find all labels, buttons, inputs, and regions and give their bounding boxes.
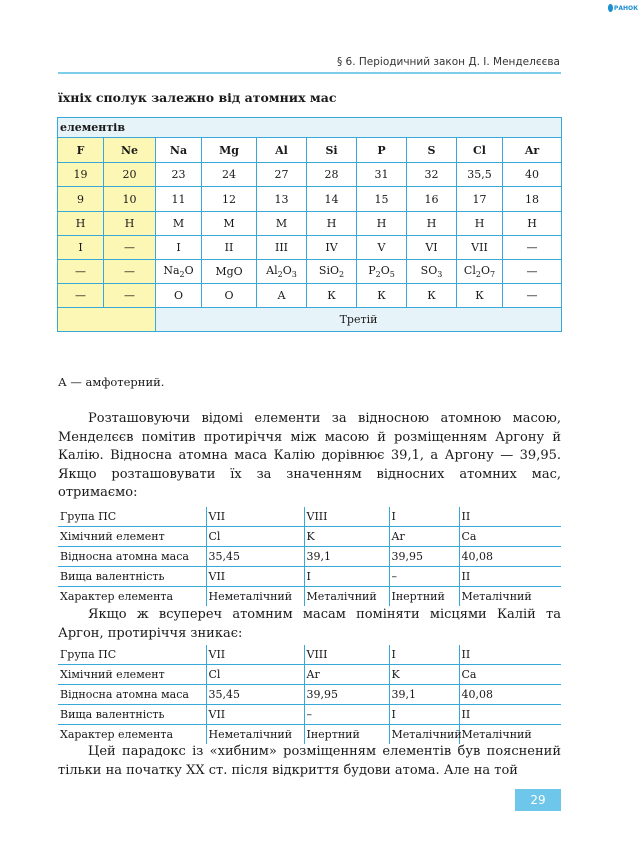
comparison-row [58,725,561,745]
metal-flags-cell: М [156,212,202,236]
comparison-cell: Cl [206,527,304,547]
paragraph-3: Цей парадокс із «хибним» розміщенням елементів був пояснений тільки на початку XX ст. після відкриття будови атома. Але на той [58,744,561,778]
oxide-types-cell: К [457,284,503,308]
masses-cell: 40 [503,163,562,187]
comparison-cell: II [461,570,471,583]
numbers-cell: 10 [104,187,156,212]
comparison-cell: Характер елемента [58,587,206,607]
comparison-row [58,665,561,685]
comparison-cell: II [461,708,471,721]
comparison-cell: Неметалічний [206,587,304,607]
oxide-part-a: O [380,263,390,277]
page-number: 29 [515,789,561,811]
comparison-row [58,547,561,567]
oxide-part-b: Cl [463,263,476,277]
numbers-cell: 14 [307,187,357,212]
oxide-types-cell: — [503,284,562,308]
oxide-part-s2: 5 [389,270,395,280]
comparison-cell: I [389,507,459,527]
comparison-row [58,645,561,665]
comparison-cell: 40,08 [461,550,493,563]
symbols-cell: Cl [457,138,503,163]
period-blank-cell [58,308,156,332]
symbols-cell: Al [257,138,307,163]
masses-cell: 24 [202,163,257,187]
oxide-types-cell: О [156,284,202,308]
oxide-part-a: O [480,263,490,277]
oxide-cell [407,260,457,284]
numbers-cell: 13 [257,187,307,212]
comparison-cell: Вища валентність [58,567,206,587]
paragraph-1: Розташовуючи відомі елементи за відносною атомною масою, Менделєєв помітив протиріччя між масою й розміщенням Аргону й Калію. Відносна атомна маса Калію дорівнює 39,1, а Аргону — 39,95. Якщо розташовувати їх за значенням відносних атомних мас, отримаємо: [58,411,561,501]
comparison-row [58,685,561,705]
comparison-cell: K [304,527,389,547]
masses-cell: 31 [357,163,407,187]
comparison-cell: VII [206,645,304,665]
symbols-cell: Na [156,138,202,163]
comparison-cell: Металічний [461,590,532,603]
oxide-cell [202,260,257,284]
symbols-cell: F [58,138,104,163]
comparison-cell: Відносна атомна маса [58,547,206,567]
comparison-row [58,587,561,607]
oxide-part-a: O [282,263,292,277]
row-symbols [58,138,562,163]
comparison-cell: 35,45 [206,685,304,705]
comparison-cell: – [304,705,389,725]
oxide-part-s1: 3 [437,270,443,280]
comparison-cell: Металічний [304,587,389,607]
oxide-part-s1: 2 [179,270,185,280]
comparison-cell: I [389,645,459,665]
publisher-logo [608,2,638,14]
element-table [57,117,562,332]
oxide-part-s2: 7 [489,270,496,280]
legend-note: А — амфотерний. [58,375,165,389]
masses-cell: 28 [307,163,357,187]
row-oxide-types [58,284,562,308]
valences-cell: V [357,236,407,260]
metal-flags-cell: Н [503,212,562,236]
oxide-part-b: P [368,263,376,277]
comparison-cell: Неметалічний [206,725,304,745]
oxide-cell [357,260,407,284]
symbols-cell: Si [307,138,357,163]
comparison-cell: Cl [206,665,304,685]
oxide-types-cell: — [58,284,104,308]
metal-flags-cell: Н [357,212,407,236]
masses-cell: 32 [407,163,457,187]
comparison-cell: 39,1 [389,685,459,705]
comparison-cell: Інертний [304,725,389,745]
comparison-cell: VIII [304,645,389,665]
metal-flags-cell: Н [457,212,503,236]
oxide-types-cell: К [407,284,457,308]
numbers-cell: 15 [357,187,407,212]
comparison-cell: 39,1 [304,547,389,567]
comparison-cell: K [389,665,459,685]
masses-cell: 27 [257,163,307,187]
comparison-cell: VII [206,507,304,527]
metal-flags-cell: Н [407,212,457,236]
symbols-cell: Ne [104,138,156,163]
comparison-cell: VII [206,567,304,587]
oxide-types-cell: О [202,284,257,308]
comparison-cell: Група ПС [58,507,206,527]
valences-cell: — [503,236,562,260]
valences-cell: III [257,236,307,260]
comparison-cell: I [389,705,459,725]
oxide-part-b: SiO [318,263,339,277]
valences-cell: I [58,236,104,260]
numbers-cell: 12 [202,187,257,212]
oxide-part-s1: 2 [375,270,381,280]
comparison-cell: 39,95 [389,547,459,567]
oxide-part-s1: 2 [277,270,283,280]
comparison-row [58,567,561,587]
symbols-cell: S [407,138,457,163]
oxide-part-b: Al [266,263,278,277]
valences-cell: VII [457,236,503,260]
oxide-part-b: — [75,265,86,278]
metal-flags-cell: Н [307,212,357,236]
row-oxides [58,260,562,284]
header-divider [58,72,561,74]
metal-flags-cell: М [202,212,257,236]
oxide-part-b: — [526,265,538,278]
oxide-cell [257,260,307,284]
symbols-cell: P [357,138,407,163]
comparison-cell: Металічний [389,725,459,745]
comparison-cell: 40,08 [461,688,493,701]
comparison-cell: II [461,510,471,523]
table-caption: їхніх сполук залежно від атомних мас [58,90,337,105]
comparison-row [58,507,561,527]
comparison-row [58,527,561,547]
numbers-cell: 18 [503,187,562,212]
numbers-cell: 17 [457,187,503,212]
table-title: елементів [58,118,562,138]
period-label: Третій [156,308,562,332]
comparison-cell: VII [206,705,304,725]
comparison-row [58,705,561,725]
comparison-cell: Ca [461,668,477,681]
comparison-cell: Металічний [461,728,532,741]
oxide-cell [104,260,156,284]
comparison-cell: – [389,567,459,587]
oxide-types-cell: К [307,284,357,308]
oxide-cell [457,260,503,284]
comparison-cell: Ar [389,527,459,547]
oxide-cell [307,260,357,284]
oxide-types-cell: — [104,284,156,308]
masses-cell: 20 [104,163,156,187]
comparison-cell: Хімічний елемент [58,665,206,685]
valences-cell: II [202,236,257,260]
row-metal-flags [58,212,562,236]
row-numbers [58,187,562,212]
valences-cell: VI [407,236,457,260]
valences-cell: — [104,236,156,260]
metal-flags-cell: Н [104,212,156,236]
row-masses [58,163,562,187]
oxide-part-b: Na [163,263,180,277]
oxide-part-s2: 3 [291,270,297,280]
comparison-cell: 35,45 [206,547,304,567]
oxide-types-cell: А [257,284,307,308]
comparison-table-2 [58,645,561,744]
numbers-cell: 11 [156,187,202,212]
masses-cell: 35,5 [457,163,503,187]
valences-cell: IV [307,236,357,260]
comparison-cell: Хімічний елемент [58,527,206,547]
numbers-cell: 16 [407,187,457,212]
row-valences [58,236,562,260]
valences-cell: I [156,236,202,260]
comparison-cell: Група ПС [58,645,206,665]
comparison-cell: Характер елемента [58,725,206,745]
comparison-cell: II [461,648,471,661]
symbols-cell: Ar [503,138,562,163]
oxide-types-cell: К [357,284,407,308]
oxide-cell [503,260,562,284]
comparison-table-1 [58,507,561,606]
masses-cell: 19 [58,163,104,187]
paragraph-2: Якщо ж всупереч атомним масам поміняти місцями Калій та Аргон, протиріччя зникає: [58,607,561,641]
oxide-part-b: — [124,265,135,278]
symbols-cell: Mg [202,138,257,163]
metal-flags-cell: Н [58,212,104,236]
numbers-cell: 9 [58,187,104,212]
comparison-cell: Вища валентність [58,705,206,725]
oxide-part-s1: 2 [338,270,345,280]
oxide-part-b: SO [420,263,438,277]
oxide-cell [58,260,104,284]
oxide-part-b: MgO [215,265,243,278]
masses-cell: 23 [156,163,202,187]
comparison-cell: VIII [304,507,389,527]
oxide-part-a: O [184,263,194,277]
oxide-part-s1: 2 [475,270,481,280]
oxide-cell [156,260,202,284]
comparison-cell: 39,95 [304,685,389,705]
logo-mark-icon [608,4,613,12]
comparison-cell: Інертний [389,587,459,607]
running-header: § 6. Періодичний закон Д. І. Менделєєва [336,56,560,68]
comparison-cell: Ar [304,665,389,685]
metal-flags-cell: М [257,212,307,236]
comparison-cell: Відносна атомна маса [58,685,206,705]
comparison-cell: I [304,567,389,587]
comparison-cell: Ca [461,530,477,543]
logo-text: РАНОК [613,4,638,12]
